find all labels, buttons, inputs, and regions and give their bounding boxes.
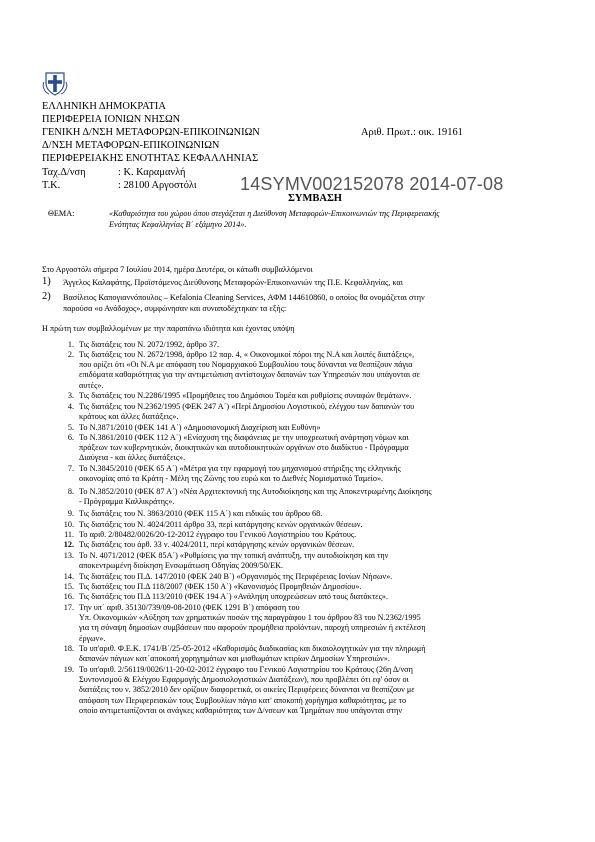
list-item-number: 7. [67, 464, 74, 473]
document-title: ΣΥΜΒΑΣΗ [288, 193, 342, 204]
list-item-number: 15. [63, 582, 74, 591]
list-item-text: - Πρόγραμμα Καλλικράτης». [79, 497, 175, 507]
list-item-text: Τις διατάξεις του Ν.2362/1995 (ΦΕΚ 247 Α΄) «Περί Δημοσίου Λογιστικού, ελέγχου των δαπανών του [79, 402, 415, 411]
postal-label: Τ.Κ. [42, 180, 61, 191]
list-item-number: 11. [64, 530, 74, 539]
list-item-text: επιδόματα καθαριότητας για την αντιμετώπιση αντίστοιχων δαπανών των Υπηρεσιών που υπάγονται σε [79, 370, 421, 380]
list-item-text: αυτές». [79, 380, 104, 390]
list-item-text: Τις διατάξεις του Ν. 2072/1992, άρθρο 37. [79, 340, 220, 349]
list-item-text: Τις διατάξεις του Π.Δ 118/2007 (ΦΕΚ 150 Α΄) «Κανονισμός Προμηθειών Δημοσίου». [79, 582, 362, 591]
protocol-number: Αριθ. Πρωτ.: οικ. 19161 [361, 127, 463, 138]
list-item-number: 16. [63, 592, 74, 601]
list-item-number: 4. [67, 402, 74, 411]
list-item-text: απόφαση των Περιφερειακών τους Συμβουλίων πάγιο κατ' αποκοπή χορήγημα καθαριότητας, με το [79, 695, 407, 705]
list-item-number: 14. [63, 572, 74, 581]
list-item-number: 12. [63, 540, 74, 549]
list-item-text: για τη σύναψη δημοσίων συμβάσεων που αφορούν προμήθεια προϊόντων, παροχή υπηρεσιών ή εκτέλεση [79, 623, 426, 633]
list-item-number: 19. [63, 665, 74, 674]
list-item-text: οικονομίας από τα Κράτη - Μέλη της Ζώνης του ευρώ και το Διεθνές Νομισματικό Ταμείο». [79, 474, 384, 484]
list-item-number: 13. [63, 551, 74, 560]
list-item-text: Διαύγεια - και άλλες διατάξεις». [79, 453, 186, 463]
list-item-number: 10. [63, 520, 74, 529]
list-item-text: οποίο αντιμετωπίζονται οι ανάγκες καθαριότητας των Δ/νσεων και Τμημάτων που υπάγονται στην [79, 705, 403, 715]
header-line-3: ΓΕΝΙΚΗ Δ/ΝΣΗ ΜΕΤΑΦΟΡΩΝ-ΕΠΙΚΟΙΝΩΝΙΩΝ [42, 127, 260, 138]
list-item-text: Τις διατάξεις του Ν.2286/1995 «Προμήθειες του Δημόσιου Τομέα και ρυθμίσεις συναφών θεμάτων». [79, 391, 412, 400]
greek-emblem-icon [42, 70, 68, 96]
list-item-text: Τις διατάξεις του άρθ. 33 ν. 4024/2011, περί κατάργησης κενών οργανικών θέσεων. [79, 540, 355, 549]
preamble: Η πρώτη των συμβαλλομένων με την παραπάνω ιδιότητα και έχοντας υπόψη [42, 324, 295, 333]
address-label: Ταχ.Δ/νση [42, 167, 86, 178]
list-item-text: Τις διατάξεις του Π.Δ 113/2010 (ΦΕΚ 194 Α΄) «Ανάληψη υποχρεώσεων από τους διατάκτες». [79, 592, 388, 601]
list-item-number: 17. [63, 603, 74, 612]
list-item-number: 6. [67, 433, 74, 442]
ada-code: 14SYMV002152078 2014-07-08 [240, 174, 504, 194]
list-item-text: έργων». [79, 633, 106, 643]
list-item-text: Τις διατάξεις του Π.Δ. 147/2010 (ΦΕΚ 240 Β΄) «Οργανισμός της Περιφέρειας Ιονίων Νήσων». [79, 572, 393, 581]
header-line-4: Δ/ΝΣΗ ΜΕΤΑΦΟΡΩΝ-ΕΠΙΚΟΙΝΩΝΙΩΝ [42, 140, 220, 151]
party-2-text-line-1: Βασίλειος Καπογιαννόπουλος – Kefalonia Cleaning Services, ΑΦΜ 144610860, ο οποίος θα ονομάζεται στην [63, 293, 425, 302]
list-item-text: Το Ν. 4071/2012 (ΦΕΚ 85Α΄) «Ρυθμίσεις για την τοπική ανάπτυξη, την αυτοδιοίκηση και την [79, 551, 389, 560]
list-item-text: που ορίζει ότι «Οι Ν.Α με απόφαση του Νομαρχιακού Συμβουλίου τους δύνανται να θεσπίζουν πάγια [79, 360, 413, 370]
list-item-number: 8. [67, 487, 74, 496]
party-1-text: Άγγελος Καλαφάτης, Προϊστάμενος Διεύθυνσης Μεταφορών-Επικοινωνιών της Π.Ε. Κεφαλληνίας, και [63, 278, 403, 287]
header-line-2: ΠΕΡΙΦΕΡΕΙΑ ΙΟΝΙΩΝ ΝΗΣΩΝ [42, 114, 181, 125]
list-item-text: Την υπ΄ αριθ. 35130/739/09-08-2010 (ΦΕΚ 1291 Β΄) απόφαση του [79, 603, 300, 612]
list-item-text: Το Ν.3852/2010 (ΦΕΚ 87 Α΄) «Νέα Αρχιτεκτονική της Αυτοδιοίκησης και της Αποκεντρωμένης Διοίκησης [79, 487, 432, 496]
list-item-text: Τις διατάξεις του Ν. 2672/1998, άρθρο 12 παρ. 4, « Οικονομικοί πόροι της Ν.Α και λοιπές διατάξεις», [79, 350, 415, 359]
address-value: : Κ. Καραμανλή [118, 167, 186, 178]
list-item-text: αποκεντρωμένη διοίκηση Ενσωμάτωση Οδηγίας 2009/50/ΕΚ. [79, 561, 284, 571]
list-item-number: 3. [67, 391, 74, 400]
party-2-text-line-2: παρούσα «ο Ανάδοχος», συμφώνησαν και συναποδέχτηκαν τα εξής: [63, 304, 287, 313]
party-2-number: 2) [42, 291, 51, 302]
list-item-text: Το Ν.3861/2010 (ΦΕΚ 112 Α΄) «Ενίσχυση της διαφάνειας με την υποχρεωτική ανάρτηση νόμων και [79, 433, 409, 442]
list-item-text: Συντονισμού & Ελέγχου Εφαρμογής Δημοσιολογιστικών Διατάξεων), που προβλέπει ότι εφ' όσον οι [79, 675, 409, 685]
list-item-number: 1. [67, 340, 74, 349]
list-item-text: Τις διατάξεις του Ν. 3863/2010 (ΦΕΚ 115 Α΄) και ειδικώς του άρθρου 68. [79, 509, 323, 518]
list-item-number: 2. [67, 350, 74, 359]
list-item-text: Το υπ'αριθ. Φ.Ε.Κ. 1741/Β΄/25-05-2012 «Καθορισμός διαδικασίας και δικαιολογητικών για την πληρωμή [79, 644, 426, 653]
list-item-text: δαπανών πάγιων κατ΄αποκοπή χορηγημάτων και μισθωμάτων κτιρίων Δημοσίων Υπηρεσιών». [79, 654, 390, 664]
subject-line-2: Ενότητας Κεφαλληνίας Β΄ εξάμηνο 2014». [109, 220, 247, 229]
postal-value: : 28100 Αργοστόλι [118, 180, 197, 191]
list-item-text: κράτους και άλλες διατάξεις». [79, 412, 179, 422]
list-item-number: 5. [67, 423, 74, 432]
list-item-text: Το υπ'αριθ. 2/56119/0026/11-20-02-2012 έγγραφο του Γενικού Λογιστηρίου του Κράτους (26η Δ/νση [79, 665, 413, 674]
list-item-text: Το αριθ. 2/80482/0026/20-12-2012 έγγραφο του Γενικού Λογιστηρίου του Κράτους. [79, 530, 357, 539]
intro-text: Στο Αργοστόλι σήμερα 7 Ιουλίου 2014, ημέρα Δευτέρα, οι κάτωθι συμβαλλόμενοι [42, 265, 313, 274]
header-line-5: ΠΕΡΙΦΕΡΕΙΑΚΗΣ ΕΝΟΤΗΤΑΣ ΚΕΦΑΛΛΗΝΙΑΣ [42, 153, 259, 164]
list-item-number: 18. [63, 644, 74, 653]
list-item-number: 9. [67, 509, 74, 518]
list-item-text: πράξεων των κυβερνητικών, διοικητικών και αυτοδιοικητικών οργάνων στο διαδίκτυο - Πρόγραμμα [79, 443, 409, 453]
header-line-1: ΕΛΛΗΝΙΚΗ ΔΗΜΟΚΡΑΤΙΑ [42, 101, 166, 112]
subject-line-1: «Καθαριότητα του χώρου όπου στεγάζεται η Διεύθυνση Μεταφορών-Επικοινωνιών της Περιφερειακής [109, 209, 440, 218]
list-item-text: Το Ν.3845/2010 (ΦΕΚ 65 Α΄) «Μέτρα για την εφαρμογή του μηχανισμού στήριξης της ελληνικής [79, 464, 401, 473]
subject-label: ΘΕΜΑ: [48, 209, 75, 218]
party-1-number: 1) [42, 276, 51, 287]
list-item-text: Τις διατάξεις του Ν. 4024/2011 άρθρο 33, περί κατάργησης κενών οργανικών θέσεων. [79, 520, 363, 529]
list-item-text: Υπ. Οικονομικών «Αύξηση των χρηματικών ποσών της παραγράφου 1 του άρθρου 83 του Ν.2362/1995 [79, 613, 421, 623]
list-item-text: Το Ν.3871/2010 (ΦΕΚ 141 Α΄) «Δημοσιονομική Διαχείριση και Ευθύνη» [79, 423, 321, 432]
list-item-text: διατάξεις του ν. 3852/2010 δεν ορίζουν διαφορετικά, οι οικείες Περιφέρειες δύνανται να θεσπίζουν με [79, 685, 415, 695]
